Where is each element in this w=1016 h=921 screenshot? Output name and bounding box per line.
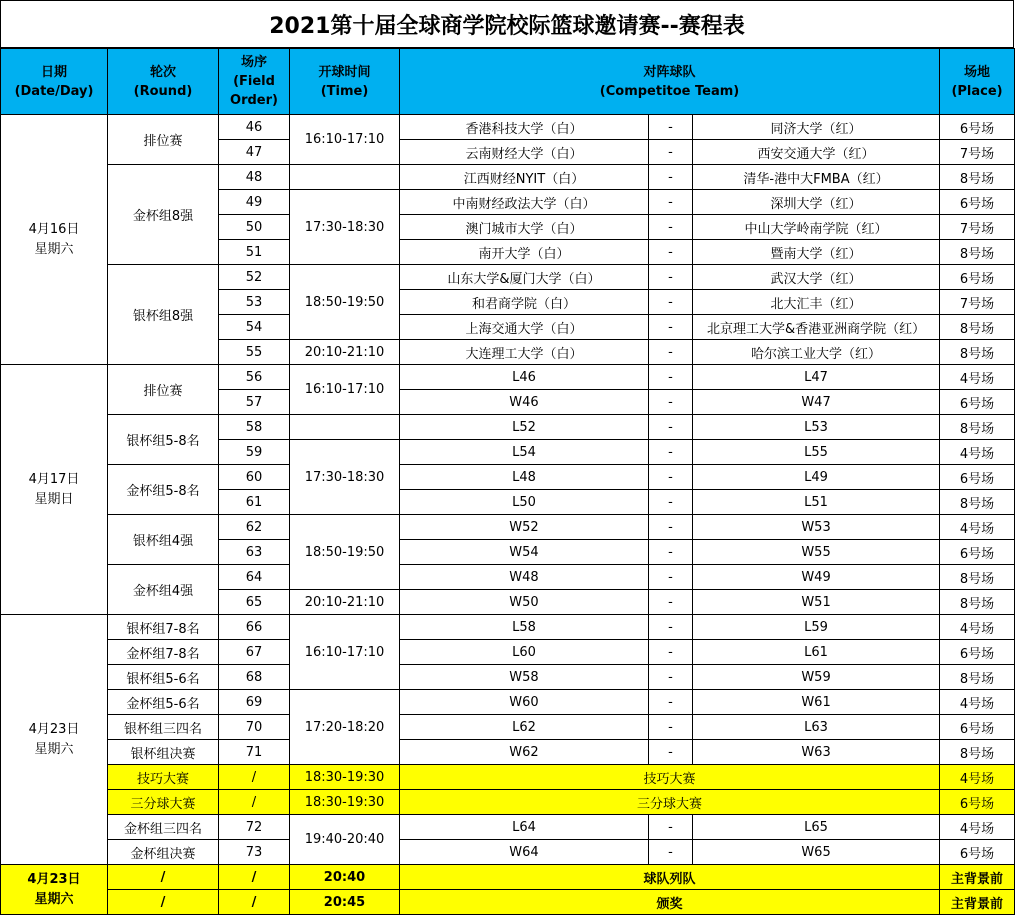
home-team-cell: L64	[400, 815, 649, 840]
date-cell: 4月23日 星期六	[1, 865, 108, 915]
table-row	[1, 790, 1015, 815]
away-team-cell: L59	[693, 615, 940, 640]
order-cell: /	[219, 865, 290, 890]
home-team-cell: L60	[400, 640, 649, 665]
home-team-cell: L58	[400, 615, 649, 640]
order-cell: 47	[219, 140, 290, 165]
vs-separator: -	[649, 565, 693, 590]
round-cell: 金杯组4强	[108, 565, 219, 615]
vs-separator: -	[649, 240, 693, 265]
time-cell: 20:10-21:10	[290, 340, 400, 365]
round-cell: 三分球大赛	[108, 790, 219, 815]
place-cell: 6号场	[940, 790, 1015, 815]
place-cell: 8号场	[940, 665, 1015, 690]
away-team-cell: 武汉大学（红）	[693, 265, 940, 290]
away-team-cell: W61	[693, 690, 940, 715]
time-cell: 19:40-20:40	[290, 815, 400, 865]
place-cell: 4号场	[940, 615, 1015, 640]
time-cell: 20:10-21:10	[290, 590, 400, 615]
order-cell: 62	[219, 515, 290, 540]
home-team-cell: 香港科技大学（白）	[400, 115, 649, 140]
home-team-cell: 江西财经NYIT（白）	[400, 165, 649, 190]
date-cell: 4月16日 星期六	[1, 115, 108, 365]
order-cell: 53	[219, 290, 290, 315]
order-cell: 48	[219, 165, 290, 190]
ceremony-cell: 球队列队	[400, 865, 940, 890]
away-team-cell: W63	[693, 740, 940, 765]
away-team-cell: W59	[693, 665, 940, 690]
home-team-cell: W64	[400, 840, 649, 865]
time-cell: 16:10-17:10	[290, 365, 400, 415]
place-cell: 4号场	[940, 365, 1015, 390]
home-team-cell: 和君商学院（白）	[400, 290, 649, 315]
order-cell: 51	[219, 240, 290, 265]
home-team-cell: 中南财经政法大学（白）	[400, 190, 649, 215]
place-cell: 6号场	[940, 190, 1015, 215]
order-cell: 71	[219, 740, 290, 765]
place-cell: 7号场	[940, 215, 1015, 240]
vs-separator: -	[649, 490, 693, 515]
round-cell: 银杯组5-8名	[108, 415, 219, 465]
vs-separator: -	[649, 715, 693, 740]
place-cell: 4号场	[940, 440, 1015, 465]
round-cell: 银杯组5-6名	[108, 665, 219, 690]
round-cell: 金杯组5-8名	[108, 465, 219, 515]
home-team-cell: L48	[400, 465, 649, 490]
home-team-cell: L46	[400, 365, 649, 390]
time-cell: 18:30-19:30	[290, 765, 400, 790]
table-row	[1, 115, 1015, 140]
round-cell: /	[108, 865, 219, 890]
vs-separator: -	[649, 215, 693, 240]
vs-separator: -	[649, 315, 693, 340]
vs-separator: -	[649, 165, 693, 190]
round-cell: 技巧大赛	[108, 765, 219, 790]
header-teams: 对阵球队 (Competitoe Team)	[400, 49, 940, 115]
away-team-cell: W55	[693, 540, 940, 565]
vs-separator: -	[649, 115, 693, 140]
order-cell: 72	[219, 815, 290, 840]
vs-separator: -	[649, 540, 693, 565]
header-place: 场地 (Place)	[940, 49, 1015, 115]
vs-separator: -	[649, 615, 693, 640]
home-team-cell: 大连理工大学（白）	[400, 340, 649, 365]
place-cell: 6号场	[940, 115, 1015, 140]
order-cell: 54	[219, 315, 290, 340]
vs-separator: -	[649, 390, 693, 415]
home-team-cell: W54	[400, 540, 649, 565]
place-cell: 8号场	[940, 415, 1015, 440]
table-row	[1, 165, 1015, 190]
away-team-cell: 北京理工大学&香港亚洲商学院（红）	[693, 315, 940, 340]
home-team-cell: 上海交通大学（白）	[400, 315, 649, 340]
time-cell: 17:30-18:30	[290, 440, 400, 515]
away-team-cell: L53	[693, 415, 940, 440]
vs-separator: -	[649, 690, 693, 715]
place-cell: 8号场	[940, 740, 1015, 765]
vs-separator: -	[649, 665, 693, 690]
home-team-cell: W62	[400, 740, 649, 765]
time-cell	[290, 165, 400, 190]
away-team-cell: 同济大学（红）	[693, 115, 940, 140]
home-team-cell: L52	[400, 415, 649, 440]
vs-separator: -	[649, 740, 693, 765]
order-cell: 57	[219, 390, 290, 415]
order-cell: 66	[219, 615, 290, 640]
round-cell: 排位赛	[108, 365, 219, 415]
place-cell: 8号场	[940, 165, 1015, 190]
event-cell: 三分球大赛	[400, 790, 940, 815]
order-cell: 63	[219, 540, 290, 565]
order-cell: 73	[219, 840, 290, 865]
away-team-cell: L49	[693, 465, 940, 490]
schedule-title: 2021第十届全球商学院校际篮球邀请赛--赛程表	[0, 0, 1014, 48]
place-cell: 8号场	[940, 490, 1015, 515]
time-cell: 20:40	[290, 865, 400, 890]
home-team-cell: L54	[400, 440, 649, 465]
vs-separator: -	[649, 265, 693, 290]
ceremony-cell: 颁奖	[400, 890, 940, 915]
away-team-cell: 清华-港中大FMBA（红）	[693, 165, 940, 190]
vs-separator: -	[649, 290, 693, 315]
away-team-cell: 中山大学岭南学院（红）	[693, 215, 940, 240]
round-cell: 银杯组7-8名	[108, 615, 219, 640]
time-cell: 16:10-17:10	[290, 115, 400, 165]
schedule-table	[0, 48, 1015, 915]
vs-separator: -	[649, 140, 693, 165]
away-team-cell: L51	[693, 490, 940, 515]
order-cell: 69	[219, 690, 290, 715]
order-cell: 52	[219, 265, 290, 290]
header-order: 场序 (Field Order)	[219, 49, 290, 115]
event-cell: 技巧大赛	[400, 765, 940, 790]
table-row	[1, 890, 1015, 915]
round-cell: 银杯组决赛	[108, 740, 219, 765]
table-row	[1, 565, 1015, 590]
vs-separator: -	[649, 190, 693, 215]
time-cell	[290, 415, 400, 440]
order-cell: 60	[219, 465, 290, 490]
away-team-cell: W65	[693, 840, 940, 865]
place-cell: 6号场	[940, 640, 1015, 665]
order-cell: 67	[219, 640, 290, 665]
schedule-body	[1, 115, 1015, 915]
home-team-cell: W52	[400, 515, 649, 540]
round-cell: 排位赛	[108, 115, 219, 165]
date-cell: 4月23日 星期六	[1, 615, 108, 865]
place-cell: 6号场	[940, 540, 1015, 565]
round-cell: /	[108, 890, 219, 915]
order-cell: 50	[219, 215, 290, 240]
home-team-cell: W50	[400, 590, 649, 615]
home-team-cell: W58	[400, 665, 649, 690]
table-row	[1, 265, 1015, 290]
order-cell: 64	[219, 565, 290, 590]
round-cell: 银杯组4强	[108, 515, 219, 565]
round-cell: 金杯组决赛	[108, 840, 219, 865]
vs-separator: -	[649, 815, 693, 840]
away-team-cell: 北大汇丰（红）	[693, 290, 940, 315]
place-cell: 主背景前	[940, 865, 1015, 890]
order-cell: 68	[219, 665, 290, 690]
table-row	[1, 815, 1015, 840]
order-cell: 70	[219, 715, 290, 740]
table-row	[1, 865, 1015, 890]
away-team-cell: W53	[693, 515, 940, 540]
table-row	[1, 665, 1015, 690]
order-cell: 59	[219, 440, 290, 465]
place-cell: 8号场	[940, 590, 1015, 615]
away-team-cell: W51	[693, 590, 940, 615]
order-cell: /	[219, 790, 290, 815]
order-cell: 56	[219, 365, 290, 390]
header-date: 日期 (Date/Day)	[1, 49, 108, 115]
place-cell: 6号场	[940, 390, 1015, 415]
place-cell: 6号场	[940, 840, 1015, 865]
place-cell: 4号场	[940, 815, 1015, 840]
away-team-cell: L61	[693, 640, 940, 665]
place-cell: 4号场	[940, 515, 1015, 540]
round-cell: 银杯组8强	[108, 265, 219, 365]
place-cell: 6号场	[940, 265, 1015, 290]
order-cell: 61	[219, 490, 290, 515]
time-cell: 17:30-18:30	[290, 190, 400, 265]
place-cell: 6号场	[940, 465, 1015, 490]
vs-separator: -	[649, 415, 693, 440]
vs-separator: -	[649, 465, 693, 490]
home-team-cell: W46	[400, 390, 649, 415]
table-row	[1, 840, 1015, 865]
vs-separator: -	[649, 365, 693, 390]
header-row	[1, 49, 1015, 115]
vs-separator: -	[649, 340, 693, 365]
round-cell: 银杯组三四名	[108, 715, 219, 740]
order-cell: 58	[219, 415, 290, 440]
table-row	[1, 465, 1015, 490]
home-team-cell: 云南财经大学（白）	[400, 140, 649, 165]
away-team-cell: L47	[693, 365, 940, 390]
away-team-cell: 西安交通大学（红）	[693, 140, 940, 165]
table-row	[1, 740, 1015, 765]
time-cell: 20:45	[290, 890, 400, 915]
vs-separator: -	[649, 590, 693, 615]
time-cell: 17:20-18:20	[290, 690, 400, 765]
order-cell: 46	[219, 115, 290, 140]
place-cell: 8号场	[940, 315, 1015, 340]
time-cell: 18:30-19:30	[290, 790, 400, 815]
table-row	[1, 690, 1015, 715]
order-cell: 65	[219, 590, 290, 615]
place-cell: 8号场	[940, 240, 1015, 265]
away-team-cell: 哈尔滨工业大学（红）	[693, 340, 940, 365]
order-cell: 55	[219, 340, 290, 365]
table-row	[1, 765, 1015, 790]
table-row	[1, 515, 1015, 540]
order-cell: /	[219, 890, 290, 915]
place-cell: 7号场	[940, 140, 1015, 165]
home-team-cell: 山东大学&厦门大学（白）	[400, 265, 649, 290]
time-cell: 18:50-19:50	[290, 265, 400, 340]
place-cell: 4号场	[940, 765, 1015, 790]
header-round: 轮次 (Round)	[108, 49, 219, 115]
table-row	[1, 365, 1015, 390]
time-cell: 18:50-19:50	[290, 515, 400, 590]
home-team-cell: 澳门城市大学（白）	[400, 215, 649, 240]
date-cell: 4月17日 星期日	[1, 365, 108, 615]
away-team-cell: 深圳大学（红）	[693, 190, 940, 215]
table-row	[1, 615, 1015, 640]
place-cell: 主背景前	[940, 890, 1015, 915]
away-team-cell: W49	[693, 565, 940, 590]
home-team-cell: L62	[400, 715, 649, 740]
round-cell: 金杯组7-8名	[108, 640, 219, 665]
order-cell: /	[219, 765, 290, 790]
away-team-cell: L65	[693, 815, 940, 840]
place-cell: 6号场	[940, 715, 1015, 740]
away-team-cell: 暨南大学（红）	[693, 240, 940, 265]
home-team-cell: W48	[400, 565, 649, 590]
away-team-cell: W47	[693, 390, 940, 415]
vs-separator: -	[649, 840, 693, 865]
order-cell: 49	[219, 190, 290, 215]
place-cell: 4号场	[940, 690, 1015, 715]
header-time: 开球时间 (Time)	[290, 49, 400, 115]
time-cell: 16:10-17:10	[290, 615, 400, 690]
home-team-cell: 南开大学（白）	[400, 240, 649, 265]
vs-separator: -	[649, 440, 693, 465]
vs-separator: -	[649, 515, 693, 540]
place-cell: 8号场	[940, 565, 1015, 590]
away-team-cell: L63	[693, 715, 940, 740]
table-row	[1, 715, 1015, 740]
home-team-cell: L50	[400, 490, 649, 515]
vs-separator: -	[649, 640, 693, 665]
place-cell: 7号场	[940, 290, 1015, 315]
table-row	[1, 415, 1015, 440]
round-cell: 金杯组8强	[108, 165, 219, 265]
round-cell: 金杯组5-6名	[108, 690, 219, 715]
away-team-cell: L55	[693, 440, 940, 465]
table-row	[1, 640, 1015, 665]
home-team-cell: W60	[400, 690, 649, 715]
place-cell: 8号场	[940, 340, 1015, 365]
round-cell: 金杯组三四名	[108, 815, 219, 840]
